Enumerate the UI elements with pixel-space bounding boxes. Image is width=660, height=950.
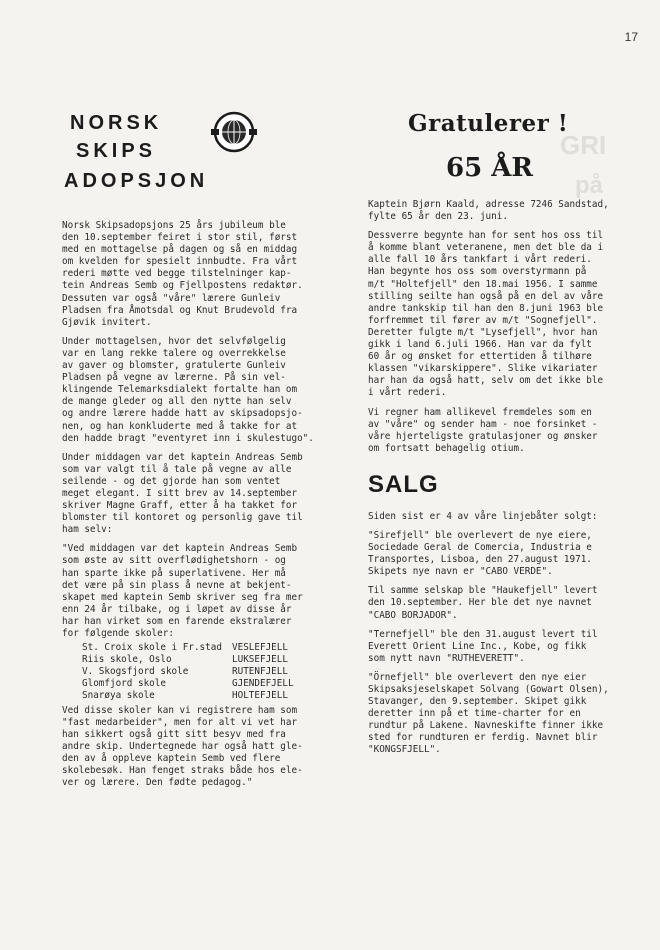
age-heading: 65 ÅR (446, 153, 534, 183)
paragraph: Under mottagelsen, hvor det selvfølgelig var en lang rekke talere og overrekkelse av gaver og blomster, gratulerte Gunleiv Pladsen på vegne av lærerne. På sin vel- klingende Telemarksdialekt fortalte han om de mange gleder og all den nytte han selv og andre lærere hadde hatt av skipsadopsjo- nen, og han konkluderte med å takke for at den hadde bragt "eventyret inn i skulestugo". (62, 335, 314, 444)
right-column (368, 110, 630, 764)
ship-name: GJENDEFJELL (232, 678, 294, 690)
paragraph: "Örnefjell" ble overlevert den nye eier Skipsaksjeselskapet Solvang (Gowart Olsen), Stavanger, den 9.september. Skipet gikk deretter inn på et time-charter for en rundtur på Lakene. Navneskifte finner ikke sted for rundturen er ferdig. Navnet blir "KONGSFJELL". (368, 671, 609, 756)
school-name: Riis skole, Oslo (82, 654, 172, 666)
title-line-3: ADOPSJON (64, 170, 209, 192)
ship-name: HOLTEFJELL (232, 690, 288, 702)
ship-name: RUTENFJELL (232, 666, 288, 678)
title-line-2: SKIPS (76, 140, 157, 162)
ship-adoption-logo-icon (208, 110, 260, 154)
paragraph: Til samme selskap ble "Haukefjell" levert den 10.september. Her ble det nye navnet "CABO BORJADOR". (368, 585, 598, 621)
birthday-article (368, 199, 630, 455)
norsk-skipsadopsjon-header (62, 110, 346, 220)
ship-name: LUKSEFJELL (232, 654, 288, 666)
school-name: St. Croix skole i Fr.stad (82, 642, 222, 654)
school-list (82, 642, 346, 702)
page-number: 17 (624, 30, 638, 44)
paragraph: Under middagen var det kaptein Andreas Semb som var valgt til å tale på vegne av alle seilende - og det gjorde han som ventet meget elegant. I sitt brev av 14.september skriver Magne Graff, etter å ha takket for blomster til kontoret og personlig gave til ham selv: (62, 451, 303, 536)
quote-conclusion: Ved disse skoler kan vi registrere ham som "fast medarbeider", men for alt vi vet har han sikkert også gitt sitt besyv med fra andre skip. Undertegnede har også hatt gle- den av å oppleve kaptein Semb ved flere skolebesøk. Han fenget straks både hos ele- ver og lærere. Den fødte pedagog." (62, 704, 303, 789)
paragraph: Vi regner ham allikevel fremdeles som en av "våre" og sender ham - noe forsinket - våre hjerteligste gratulasjoner og ønsker om fortsatt behagelig otium. (368, 406, 598, 454)
ship-name: VESLEFJELL (232, 642, 288, 654)
congratulations-heading: Gratulerer ! (408, 110, 569, 137)
show-through-text: på (575, 172, 604, 199)
paragraph: "Ternefjell" ble den 31.august levert til Everett Orient Line Inc., Kobe, og fikk som nytt navn "RUTHEVERETT". (368, 628, 598, 664)
title-line-1: NORSK (70, 112, 163, 134)
paragraph: "Sirefjell" ble overlevert de nye eiere, Sociedade Geral de Comercia, Industria e Transportes, Lisboa, den 27.august 1971. Skipets nye navn er "CABO VERDE". (368, 529, 592, 578)
show-through-text: GRI (560, 130, 607, 160)
school-name: V. Skogsfjord skole (82, 666, 189, 678)
sales-heading: SALG (368, 470, 439, 498)
school-name: Glomfjord skole (82, 678, 166, 690)
paragraph: Dessverre begynte han for sent hos oss til å komme blant veteranene, men det ble da i alle fall 10 års tankfart i vårt rederi. Han begynte hos oss som overstyrmann på m/t "Holtefjell" den 18.mai 1956. I samme stilling seilte han også på en del av våre andre tankskip til han den 8.juni 1963 ble forfremmet til fører av m/t "Sognefjell". Deretter fulgte m/t "Lysefjell", hvor han gikk i land 6.juli 1966. Han var da fylt 60 år og ønsket for ettertiden å tilhøre klassen "vikarskippere". Slike vikariater har han da også hatt, selv om det ikke ble i vårt rederi. (368, 230, 604, 399)
quote-paragraph: "Ved middagen var det kaptein Andreas Semb som øste av sitt overflødighetshorn - og han sparte ikke på superlativene. Her må det være på sin plass å nevne at bekjent- skapet med kaptein Semb skriver seg fra mer enn 24 år tilbake, og i løpet av disse år har han virket som en farende ekstralærer for følgende skoler: (62, 543, 303, 639)
sales-article (368, 511, 630, 757)
paragraph: Siden sist er 4 av våre linjebåter solgt: (368, 510, 598, 522)
left-column (62, 110, 346, 789)
school-name: Snarøya skole (82, 690, 155, 702)
paragraph: Norsk Skipsadopsjons 25 års jubileum ble den 10.september feiret i stor stil, først med en mottagelse på dagen og så en middag om kvelden for spesielt innbudte. Fra vårt rederi møtte ved begge tilstelninger kap- tein Andreas Semb og Fjellpostens redaktør. Dessuten var også "våre" lærere Gunleiv Pladsen fra Åmotsdal og Knut Brudevold fra Gjøvik invitert. (62, 220, 303, 328)
paragraph: Kaptein Bjørn Kaald, adresse 7246 Sandstad, fylte 65 år den 23. juni. (368, 199, 609, 223)
